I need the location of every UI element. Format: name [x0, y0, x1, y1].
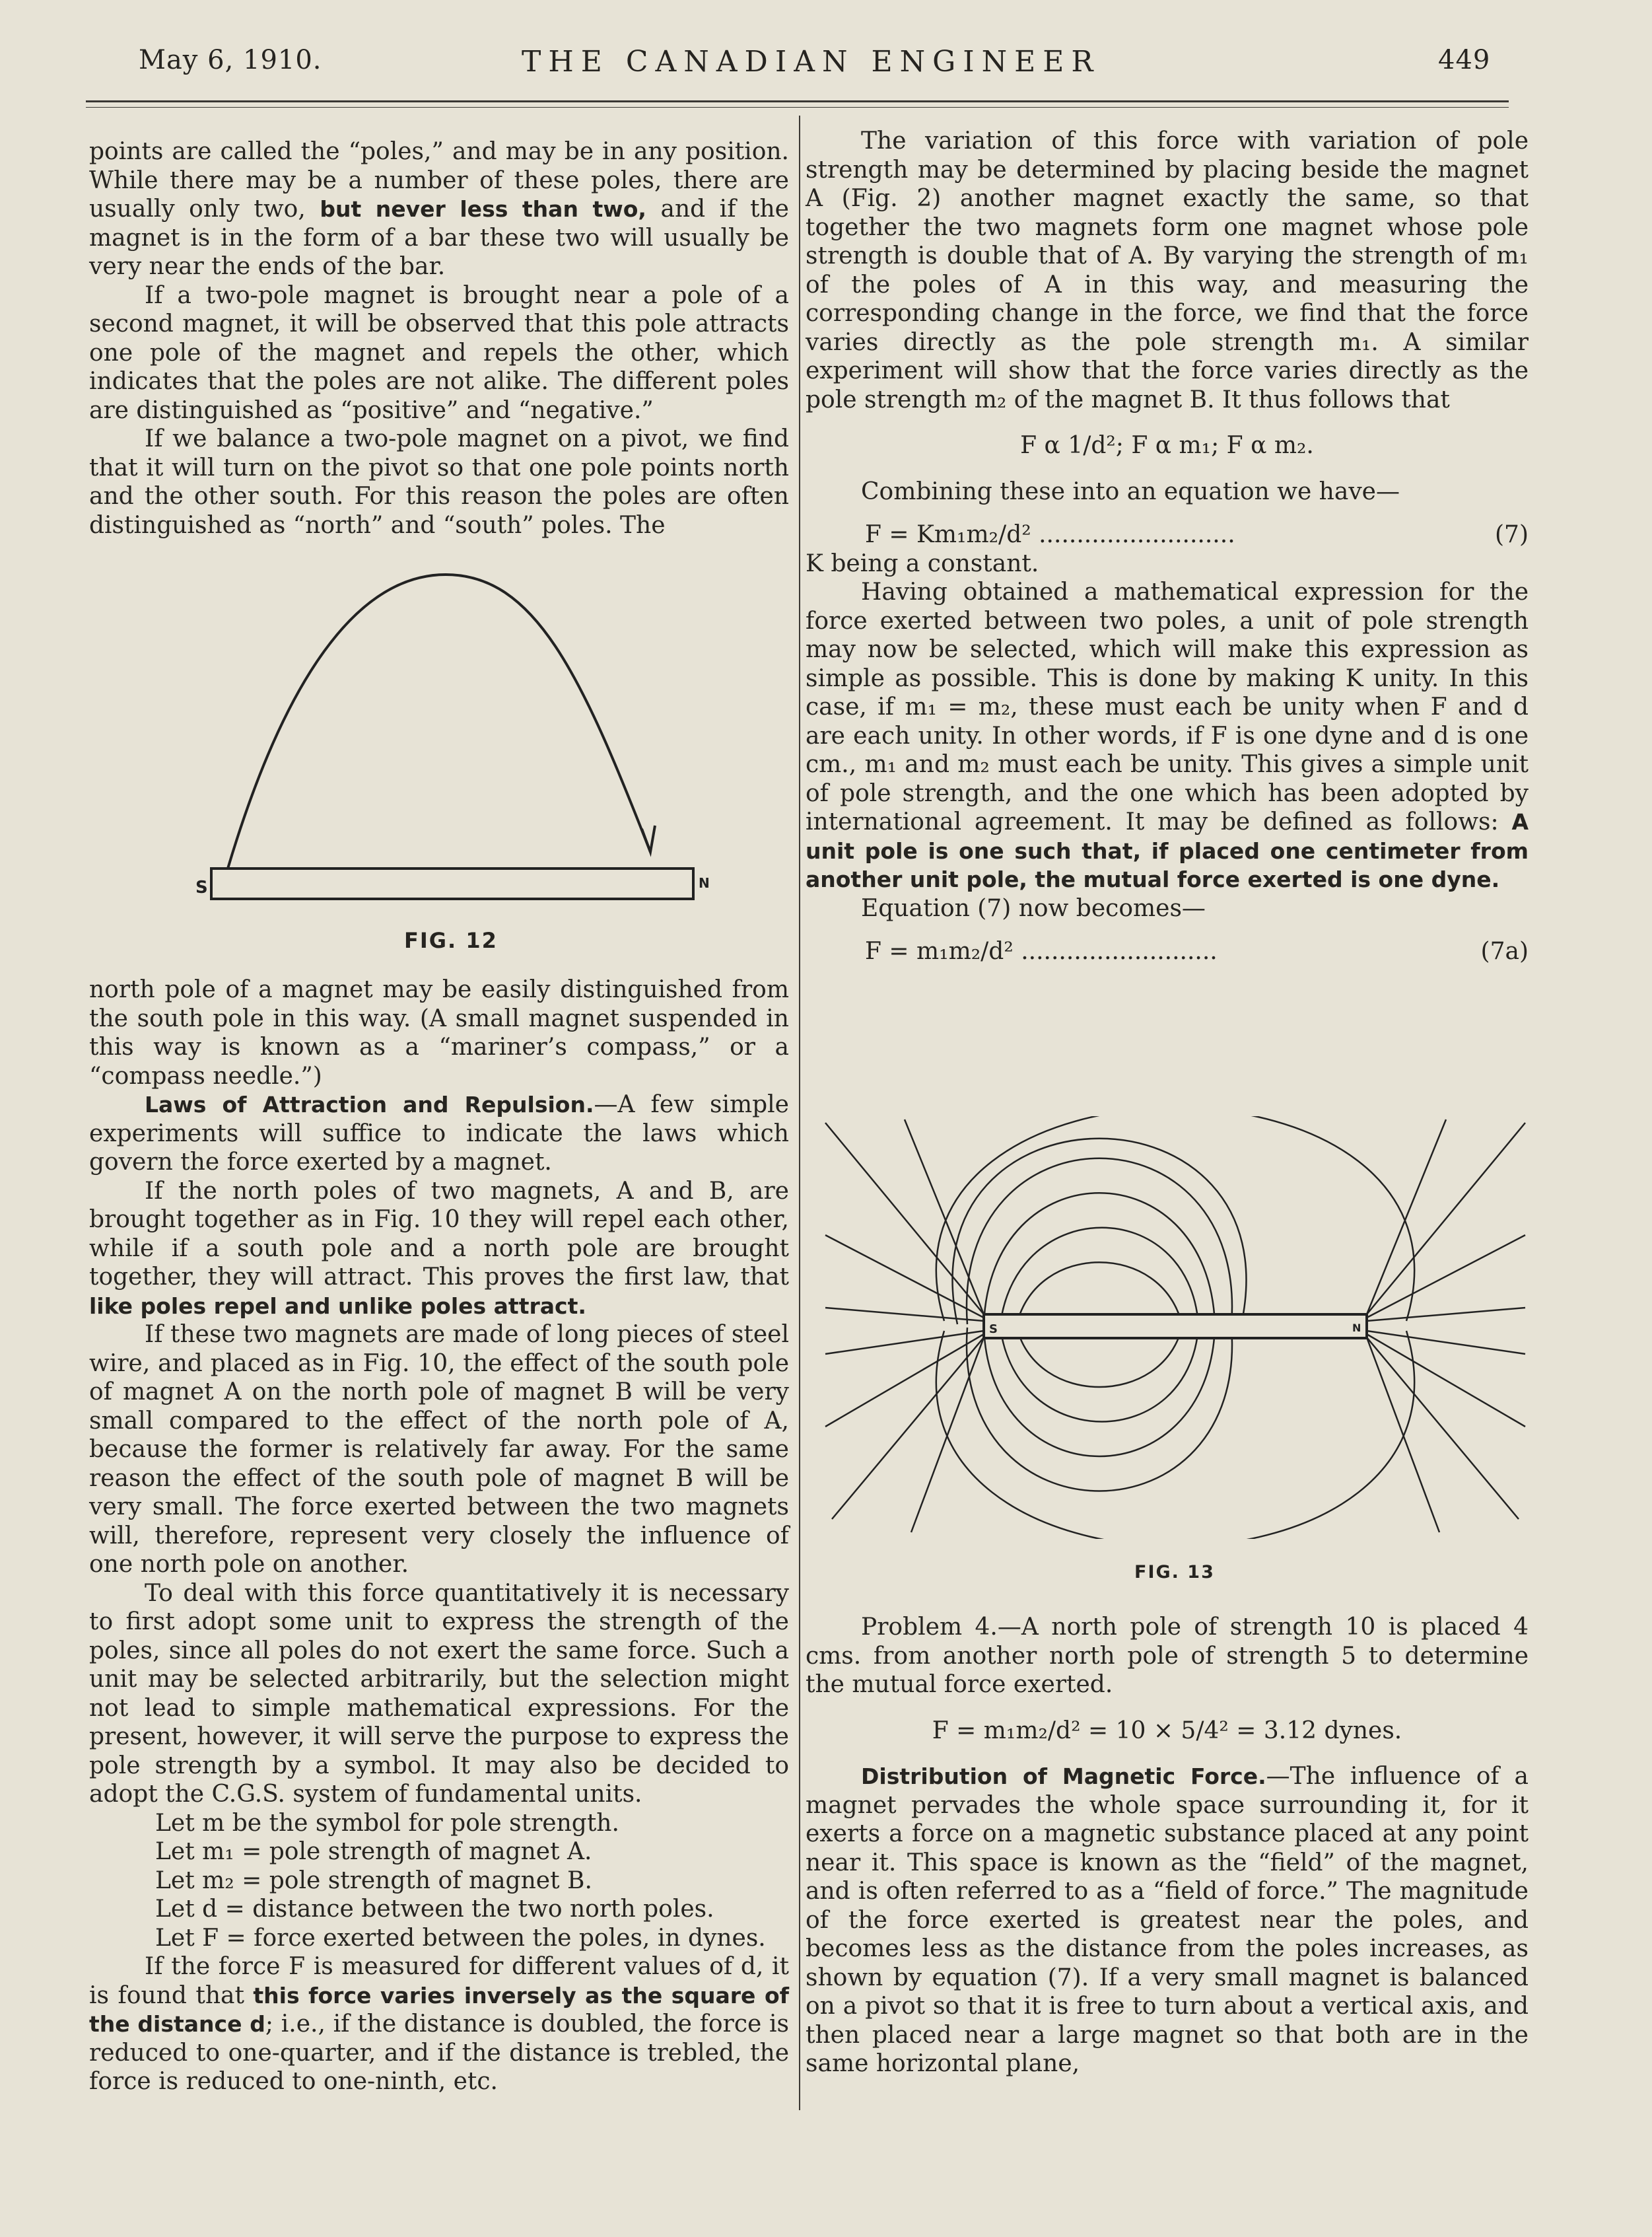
field-line — [1367, 1119, 1446, 1314]
field-arc — [228, 575, 650, 869]
field-line — [1367, 1123, 1525, 1314]
right-column-bottom — [806, 1613, 1529, 2078]
paragraph: If these two magnets are made of long pieces of steel wire, and placed as in Fig. 10, the effect of the south pole of magnet A on the north pole of magnet B will be very small compared to the effect of the north pole of A, because the former is relatively far away. For the same reason the effect of the south pole of magnet B will be very small. The force exerted between the two magnets will, therefore, represent very closely the influence of one north pole on another. — [89, 1321, 789, 1578]
field-line — [825, 1235, 984, 1318]
left-column-bottom — [89, 976, 789, 2096]
paragraph: The variation of this force with variation of pole strength may be determined by placing beside the magnet A (Fig. 2) another magnet exactly the same, so that together the two magnets form one magnet whose pole strength is double that of A. By varying the strength of m₁ of the poles of A in this way, and measuring the corresponding change in the force, we find that the force varies directly as the pole strength m₁. A similar experiment will show that the force varies directly as the pole strength m₂ of the magnet B. It thus follows that — [806, 127, 1529, 413]
field-line — [936, 1331, 1414, 1539]
paragraph: If the north poles of two magnets, A and B, are brought together as in Fig. 10 they will repel each other, while if a south pole and a north pole are brought together, they will attract. This proves the first law, that like poles repel and unlike poles attract. — [89, 1177, 789, 1319]
field-line — [936, 1116, 1414, 1321]
field-line — [825, 1308, 984, 1321]
field-line — [1367, 1235, 1525, 1318]
left-column-top — [89, 137, 789, 540]
proportionality-equation: F α 1/d²; F α m₁; F α m₂. — [1020, 432, 1314, 459]
column-divider — [799, 116, 800, 2110]
fig-12-diagram — [185, 561, 713, 918]
field-line — [984, 1193, 1215, 1324]
label-s: S — [195, 878, 208, 898]
label-s: S — [989, 1322, 998, 1336]
header-rule — [86, 100, 1509, 102]
bar-magnet — [211, 869, 693, 899]
fig-12-caption: FIG. 12 — [404, 928, 498, 953]
paragraph: Distribution of Magnetic Force.—The influence of a magnet pervades the whole space surrounding it, for it exerts a force on a magnetic substance placed at any point near it. This space is known as the “field” of the magnet, and is often referred to as a “field of force.” The magnitude of the force exerted is greatest near the poles, and becomes less as the distance from the poles increases, as shown by equation (7). If a very small magnet is balanced on a pivot so that it is free to turn about a vertical axis, and then placed near a large magnet so that both are in the same horizontal plane, — [806, 1763, 1529, 2077]
header-title: THE CANADIAN ENGINEER — [522, 45, 1101, 79]
problem-equation: F = m₁m₂/d² = 10 × 5/4² = 3.12 dynes. — [932, 1717, 1402, 1744]
definition-line: Let m be the symbol for pole strength. — [155, 1809, 619, 1837]
equation-7a: F = m₁m₂/d² .......................... (7a) — [865, 938, 1529, 965]
label-n: N — [1352, 1322, 1361, 1334]
definition-line: Let m₁ = pole strength of magnet A. — [155, 1838, 592, 1865]
paragraph: Equation (7) now becomes— — [861, 894, 1206, 922]
field-line — [825, 1123, 984, 1314]
paragraph: Having obtained a mathematical expression for the force exerted between two poles, a unit of pole strength may now be selected, which will make this expression as simple as possible. This is done by making K unity. In this case, if m₁ = m₂, these must each be unity when F and d are each unity. In other words, if F is one dyne and d is one cm., m₁ and m₂ must each be unity. This gives a simple unit of pole strength, and the one which has been adopted by international agreement. It may be defined as follows: A unit pole is one such that, if placed one centimeter from another unit pole, the mutual force exerted is one dyne. — [806, 579, 1529, 892]
field-line — [905, 1119, 984, 1314]
header-date: May 6, 1910. — [139, 45, 322, 75]
paragraph: If the force F is measured for different values of d, it is found that this force varies inversely as the square of the distance d; i.e., if the distance is doubled, the force is reduced to one-quarter, and if the distance is trebled, the force is reduced to one-ninth, etc. — [89, 1953, 790, 2095]
paragraph: K being a constant. — [806, 550, 1039, 577]
paragraph: north pole of a magnet may be easily distinguished from the south pole in this way. (A small magnet suspended in this way is known as a “mariner’s compass,” or a “compass needle.”) — [89, 976, 789, 1090]
paragraph: points are called the “poles,” and may be in any position. While there may be a number of these poles, there are usually only two, but never less than two, and if the magnet is in the form of a bar these two will usually be very near the ends of the bar. — [89, 138, 789, 280]
field-line — [1367, 1308, 1525, 1321]
field-line — [1000, 1328, 1198, 1422]
header-rule-thin — [86, 107, 1509, 108]
paragraph: Laws of Attraction and Repulsion.—A few simple experiments will suffice to indicate the laws which govern the force exerted by a magnet. — [89, 1091, 789, 1176]
field-line — [984, 1328, 1215, 1456]
paragraph: Combining these into an equation we have— — [861, 478, 1400, 505]
arrow-icon — [642, 826, 655, 852]
paragraph: Problem 4.—A north pole of strength 10 is placed 4 cms. from another north pole of strength 5 to determine the mutual force exerted. — [806, 1614, 1529, 1698]
field-line — [825, 1334, 984, 1427]
equation-7: F = Km₁m₂/d² .......................... (7) — [865, 521, 1529, 548]
field-line — [953, 1139, 1247, 1324]
bar-magnet — [984, 1314, 1367, 1338]
paragraph: If a two-pole magnet is brought near a pole of a second magnet, it will be observed that this pole attracts one pole of the magnet and repels the other, which indicates that the poles are not alike. The different poles are distinguished as “positive” and “negative.” — [89, 281, 789, 424]
definition-line: Let d = distance between the two north poles. — [155, 1896, 714, 1923]
fig-13-caption: FIG. 13 — [1134, 1562, 1215, 1582]
right-column-top — [806, 127, 1529, 966]
paragraph: If we balance a two-pole magnet on a pivot, we find that it will turn on the pivot so that one pole points north and the other south. For this reason the poles are often distinguished as “north” and “south” poles. The — [89, 425, 789, 539]
definition-line: Let F = force exerted between the poles, in dynes. — [155, 1924, 766, 1952]
field-line — [825, 1331, 984, 1354]
field-line — [1367, 1331, 1525, 1354]
field-line — [1000, 1228, 1198, 1324]
field-line — [832, 1337, 984, 1519]
field-line — [1367, 1334, 1525, 1427]
paragraph: To deal with this force quantitatively it is necessary to first adopt some unit to express the strength of the poles, since all poles do not exert the same force. Such a unit may be selected arbitrarily, but the selection might not lead to simple mathematical expressions. For the present, however, it will serve the purpose to express the pole strength by a symbol. It may also be decided to adopt the C.G.S. system of fundamental units. — [89, 1579, 789, 1808]
label-n: N — [699, 875, 710, 891]
header-page-number: 449 — [1438, 45, 1491, 75]
field-line — [1367, 1337, 1519, 1519]
definition-line: Let m₂ = pole strength of magnet B. — [155, 1866, 592, 1894]
fig-13-diagram — [819, 1116, 1529, 1539]
